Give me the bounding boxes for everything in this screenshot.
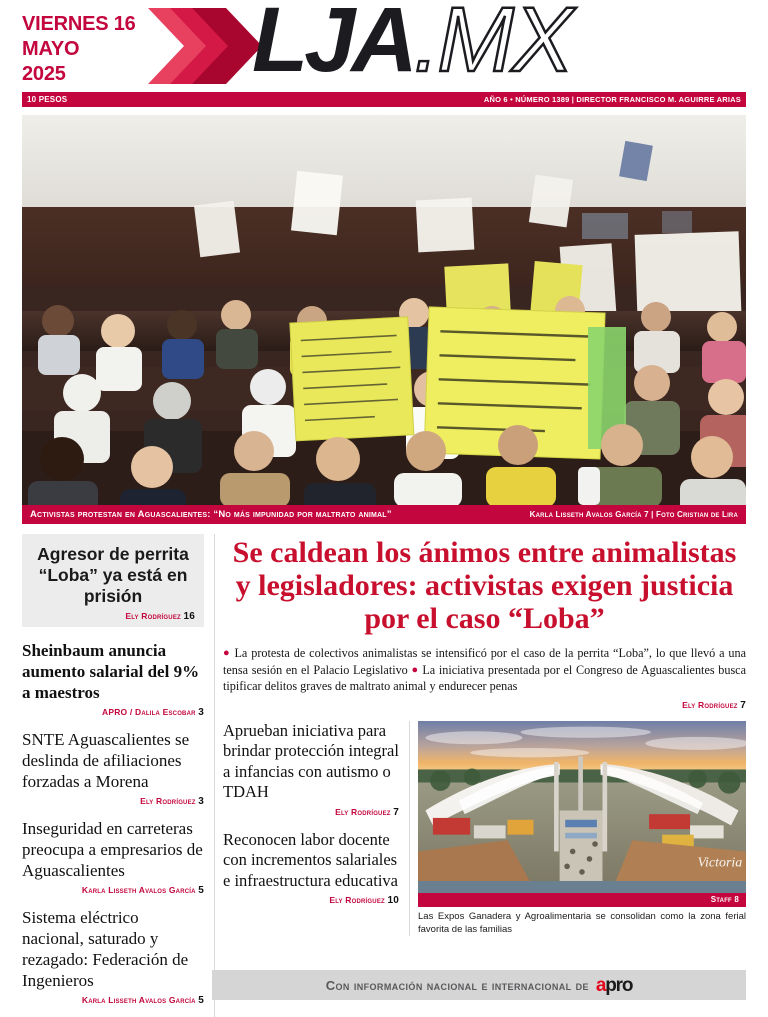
sidebar-byline-2: [22, 707, 204, 718]
edition-label: AÑO 6 • NÚMERO 1389 | DIRECTOR FRANCISCO M. AGUIRRE ARIAS: [483, 95, 741, 104]
sidebar-author-5: Karla Lisseth Avalos García: [81, 995, 196, 1005]
sidebar-headline-5: Sistema eléctrico nacional, saturado y rezagado: Federación de Ingenieros: [22, 908, 189, 990]
secondary-photo: [418, 721, 746, 893]
sidebar-column: [22, 534, 214, 1017]
sidebar-story-3[interactable]: [22, 729, 204, 807]
secondary-photo-image: [418, 721, 746, 881]
sidebar-page-4: 5: [198, 885, 204, 896]
sidebar-author-3: Ely Rodríguez: [140, 796, 196, 806]
secondary-photo-credit: Staff 8: [710, 895, 739, 904]
middle-author-2: Ely Rodríguez: [329, 895, 385, 905]
sidebar-author-2: APRO / Dalila Escobar: [101, 707, 196, 717]
sidebar-byline-1: [31, 611, 195, 622]
hero-credit: Karla Lisseth Avalos García 7 | Foto Cristian de Lira: [529, 510, 738, 519]
apro-logo-a: a: [595, 974, 606, 996]
sidebar-byline-4: [22, 885, 204, 896]
deck-part-2: La iniciativa presentada por el Congreso de Aguascalientes busca tipificar delitos graves de maltrato animal y endurecer penas: [223, 662, 747, 693]
lead-author: Ely Rodríguez: [682, 699, 738, 710]
sidebar-headline-1: Agresor de perrita “Loba” ya está en prisión: [37, 544, 189, 606]
edition-info-bar: [22, 92, 746, 107]
hero-caption-bar: [22, 505, 746, 524]
middle-page-1: 7: [393, 806, 399, 818]
middle-story-2[interactable]: [223, 830, 399, 907]
sidebar-story-1[interactable]: [22, 534, 204, 627]
secondary-photo-block: [409, 721, 746, 936]
masthead: [22, 0, 746, 92]
chevron-logo-icon: [148, 6, 266, 86]
svg-text:Victoria: Victoria: [697, 854, 743, 870]
middle-author-1: Ely Rodríguez: [335, 806, 391, 817]
sidebar-story-2[interactable]: [22, 640, 204, 718]
lead-byline: [223, 700, 746, 711]
sidebar-page-2: 3: [198, 707, 204, 718]
middle-page-2: 10: [387, 895, 399, 906]
middle-headline-1: Aprueban iniciativa para brindar protección integral a infancias con autismo o TDAH: [223, 720, 399, 801]
secondary-photo-credit-bar: [418, 893, 746, 907]
sidebar-page-1: 16: [183, 611, 195, 622]
main-column: [214, 534, 746, 1017]
date-line-1: VIERNES 16: [22, 13, 136, 35]
sidebar-author-1: Ely Rodríguez: [125, 611, 181, 621]
sidebar-page-3: 3: [198, 796, 204, 807]
sidebar-byline-5: [22, 995, 204, 1006]
wordmark-lja: LJA: [252, 0, 414, 91]
sidebar-headline-3: SNTE Aguascalientes se deslinda de afiliaciones forzadas a Morena: [22, 730, 190, 791]
deck-bullet-1: ●: [223, 647, 231, 659]
middle-column: [223, 721, 409, 936]
lead-deck: [223, 645, 746, 695]
footer-bar: [212, 970, 746, 1000]
deck-part-1: La protesta de colectivos animalistas se intensificó por el caso de la perrita “Loba”, lo que llevó a una tensa sesión en el Palacio Legislativo: [223, 646, 747, 677]
price-label: 10 PESOS: [27, 95, 68, 104]
lead-page: 7: [740, 699, 746, 711]
sidebar-story-5[interactable]: [22, 907, 204, 1006]
footer-text: Con información nacional e internacional de: [325, 977, 589, 993]
sidebar-headline-2: Sheinbaum anuncia aumento salarial del 9% a maestros: [22, 641, 200, 702]
middle-headline-2: Reconocen labor docente con incrementos salariales e infraestructura educativa: [223, 829, 398, 890]
publication-date: [22, 0, 144, 87]
sidebar-headline-4: Inseguridad en carreteras preocupa a empresarios de Aguascalientes: [22, 819, 203, 880]
sidebar-story-4[interactable]: [22, 818, 204, 896]
middle-byline-1: [223, 807, 399, 818]
secondary-photo-caption: Las Expos Ganadera y Agroalimentaria se consolidan como la zona ferial favorita de las familias: [418, 910, 746, 935]
sidebar-page-5: 5: [198, 995, 204, 1006]
date-line-2: MAYO: [22, 38, 80, 60]
apro-logo-pro: pro: [605, 974, 633, 996]
deck-bullet-2: ●: [411, 663, 419, 676]
middle-story-1[interactable]: [223, 721, 399, 818]
hero-caption-text: Activistas protestan en Aguascalientes: “No más impunidad por maltrato animal”: [30, 509, 392, 520]
hero-photo: [22, 115, 746, 505]
sidebar-author-4: Karla Lisseth Avalos García: [81, 885, 196, 895]
logo-area[interactable]: [144, 0, 746, 92]
date-line-3: 2025: [22, 63, 66, 85]
wordmark-mx: .MX: [413, 0, 572, 91]
lower-section: [223, 721, 746, 936]
middle-byline-2: [223, 895, 399, 906]
lead-headline[interactable]: Se caldean los ánimos entre animalistas y legisladores: activistas exigen justicia por el caso “Loba”: [232, 536, 737, 635]
hero-photo-image: [22, 115, 746, 505]
apro-logo[interactable]: [596, 976, 632, 995]
sidebar-byline-3: [22, 796, 204, 807]
wordmark: [252, 0, 572, 91]
content-area: [22, 534, 746, 1017]
